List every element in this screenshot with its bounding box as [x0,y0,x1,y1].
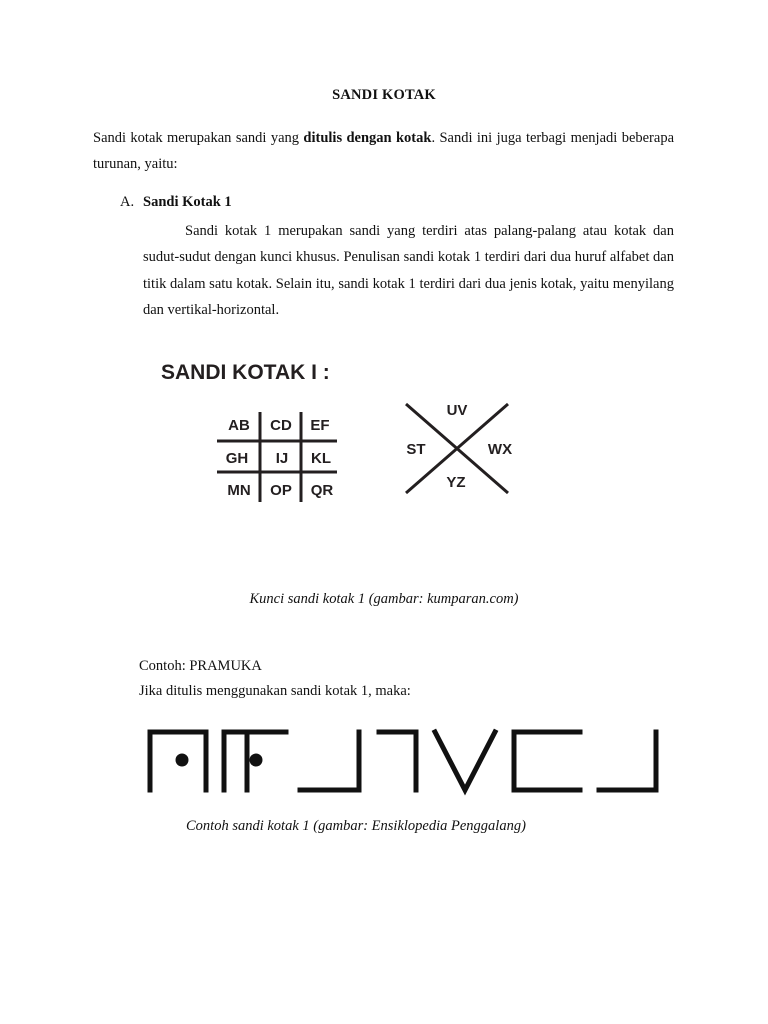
pramuka-cipher-figure [140,722,670,802]
grid-cell-ij: IJ [275,450,289,467]
cross-cell-st: ST [406,441,426,458]
example-instruction: Jika ditulis menggunakan sandi kotak 1, maka: [139,683,411,699]
grid-cell-ef: EF [310,417,330,434]
intro-bold-text: ditulis dengan kotak [303,130,432,146]
intro-text-1: Sandi kotak merupakan sandi yang [93,130,304,146]
intro-paragraph [93,125,674,177]
grid-key-letters [226,417,334,499]
page-title: SANDI KOTAK [332,87,436,103]
figure-2-caption: Contoh sandi kotak 1 (gambar: Ensiklopedia Penggalang) [186,818,526,834]
grid-cell-cd: CD [270,417,292,434]
cipher-symbol-u [435,732,495,790]
grid-cell-kl: KL [311,450,331,467]
intro-text-2: . Sandi ini juga terbagi menjadi beberapa turunan, yaitu: [93,130,675,172]
grid-cell-op: OP [270,482,292,499]
section-a-marker: A. [120,194,135,210]
cipher-key-figure [150,345,550,515]
grid-cell-qr: QR [310,482,334,499]
grid-cell-mn: MN [227,482,251,499]
cipher-symbol-k [514,732,580,790]
cipher-symbols [150,732,656,790]
cipher-dot-p [176,754,189,767]
cipher-symbol-a [300,732,359,790]
figure-1-caption: Kunci sandi kotak 1 (gambar: kumparan.com) [249,591,519,607]
example-word: Contoh: PRAMUKA [139,658,262,674]
cipher-symbol-a2 [599,732,656,790]
section-a-body: Sandi kotak 1 merupakan sandi yang terdiri atas palang-palang atau kotak dan sudut-sudut dengan kunci khusus. Penulisan sandi kotak 1 terdiri dari dua huruf alfabet dan titik dalam satu kotak. Selain itu, sandi kotak 1 terdiri dari dua jenis kotak, yaitu menyilang dan vertikal-horizontal. [143,223,674,318]
section-a-title: Sandi Kotak 1 [143,194,232,210]
cross-cell-uv: UV [446,402,468,419]
grid-cell-ab: AB [228,417,250,434]
cipher-key-heading: SANDI KOTAK I : [161,361,330,384]
cross-cell-wx: WX [487,441,513,458]
cipher-dot-r [250,754,263,767]
cross-cell-yz: YZ [446,474,466,491]
cipher-symbol-m [379,732,416,790]
grid-cell-gh: GH [225,450,249,467]
section-a-heading [120,194,232,211]
